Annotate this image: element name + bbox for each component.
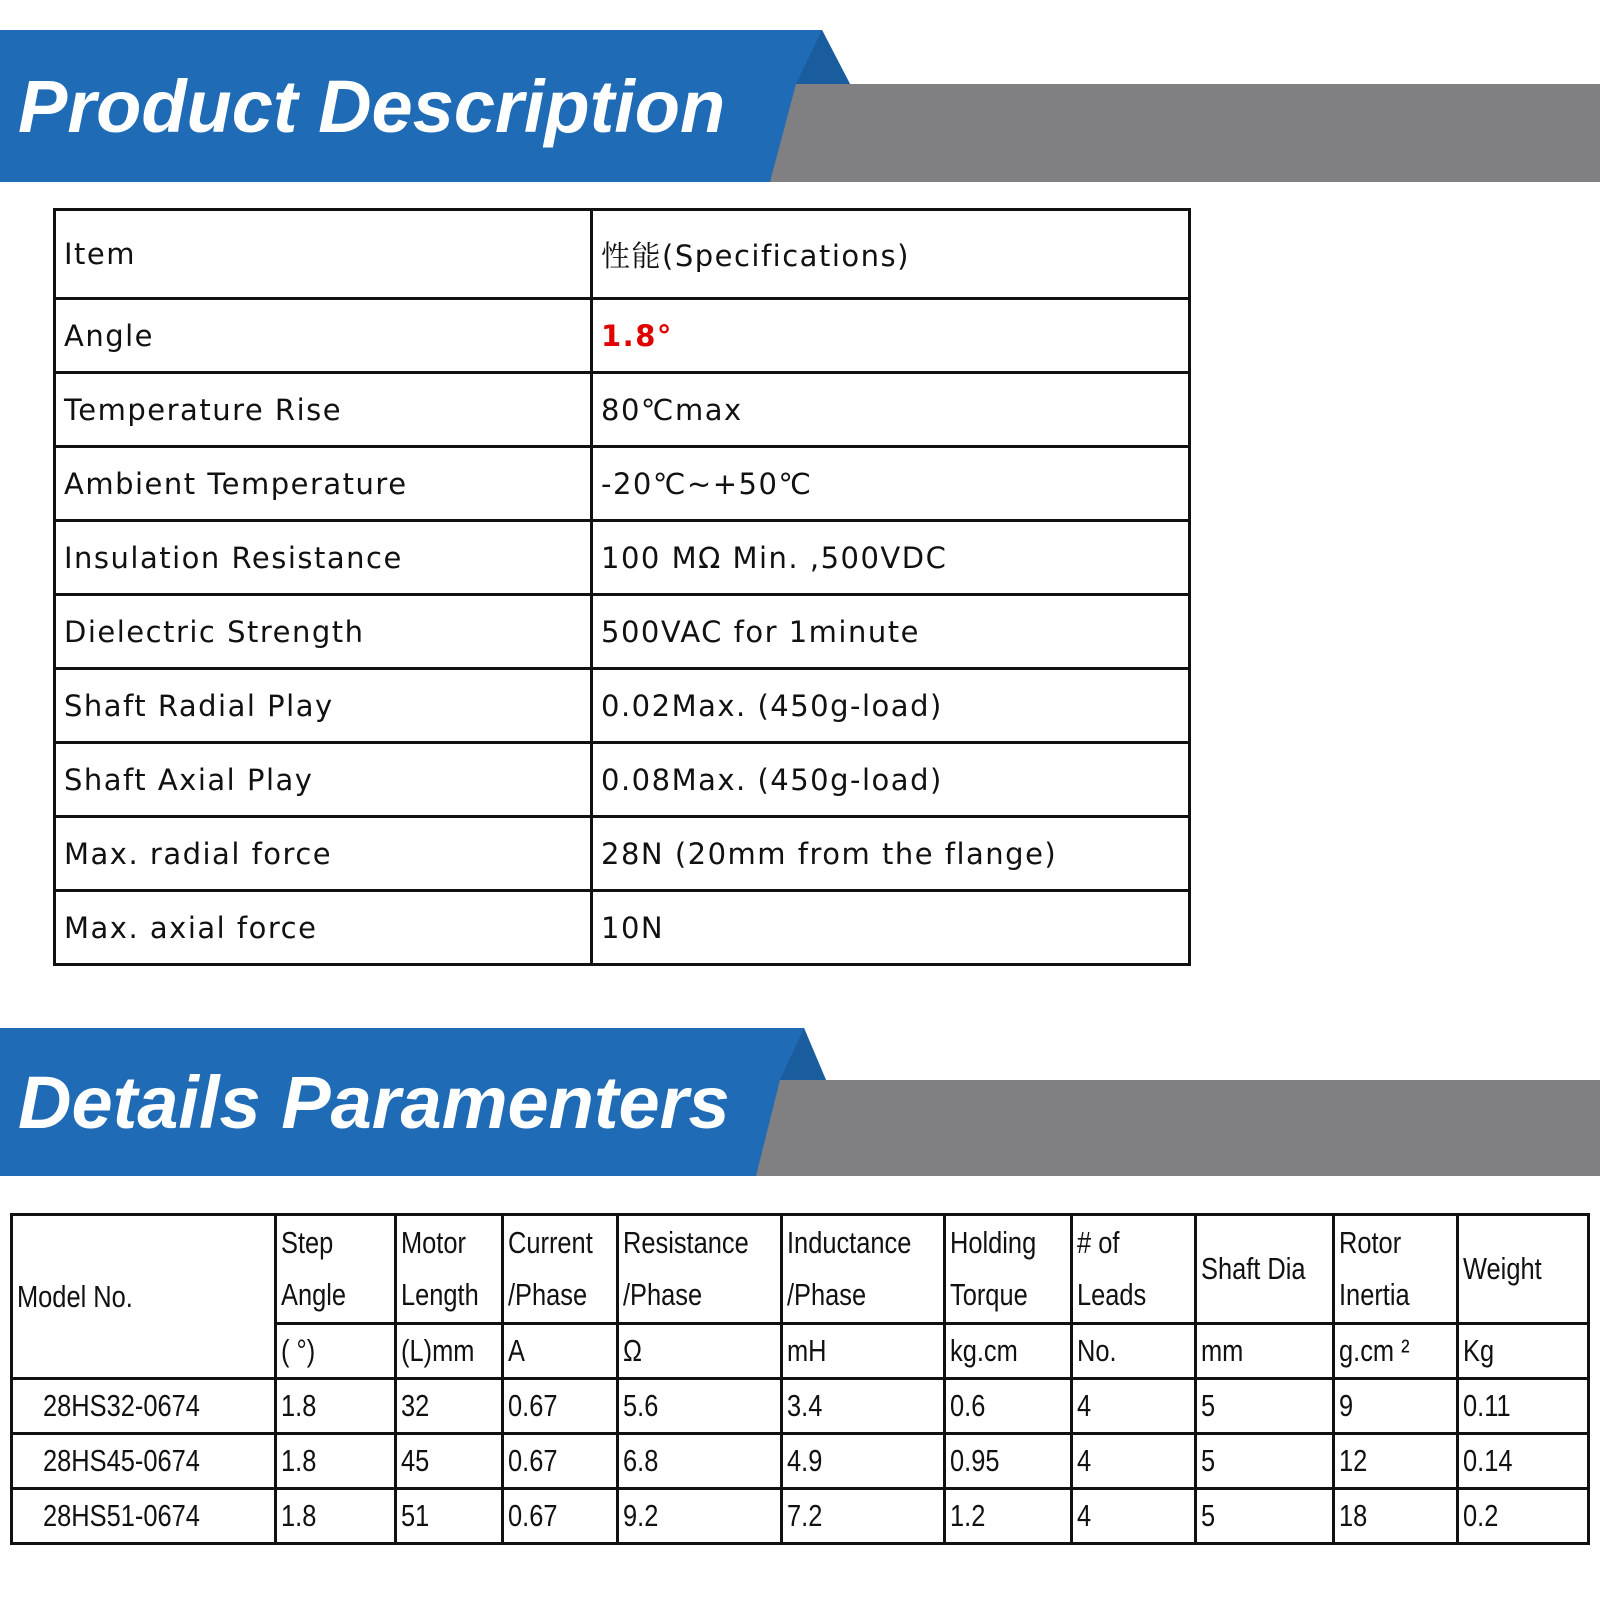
value-cell: 5 — [1195, 1489, 1334, 1544]
table-row — [55, 447, 1190, 521]
column-header: Resistance /Phase — [617, 1215, 781, 1324]
column-header: Holding Torque — [944, 1215, 1071, 1324]
spec-value: 500VAC for 1minute — [592, 595, 1190, 669]
table-row — [55, 373, 1190, 447]
unit-cell: g.cm ² — [1334, 1324, 1458, 1379]
spec-item: Shaft Radial Play — [55, 669, 592, 743]
table-row — [55, 299, 1190, 373]
value-cell: 45 — [396, 1434, 503, 1489]
value-cell: 4 — [1072, 1434, 1196, 1489]
value-cell: 7.2 — [782, 1489, 945, 1544]
column-header: # of Leads — [1072, 1215, 1196, 1324]
spec-item: Max. radial force — [55, 817, 592, 891]
header-specifications: 性能(Specifications) — [592, 210, 1190, 299]
table-header-row — [55, 210, 1190, 299]
spec-item: Angle — [55, 299, 592, 373]
unit-cell: Ω — [617, 1324, 781, 1379]
value-cell: 3.4 — [782, 1379, 945, 1434]
value-cell: 1.2 — [944, 1489, 1071, 1544]
spec-value: 80℃max — [592, 373, 1190, 447]
value-cell: 5.6 — [617, 1379, 781, 1434]
value-cell: 0.67 — [502, 1379, 617, 1434]
spec-item: Dielectric Strength — [55, 595, 592, 669]
unit-cell: (L)mm — [396, 1324, 503, 1379]
value-cell: 4 — [1072, 1379, 1196, 1434]
table-row — [55, 521, 1190, 595]
unit-cell: ( °) — [275, 1324, 395, 1379]
value-cell: 1.8 — [275, 1434, 395, 1489]
value-cell: 0.67 — [502, 1434, 617, 1489]
spec-item: Temperature Rise — [55, 373, 592, 447]
value-cell: 5 — [1195, 1434, 1334, 1489]
value-cell: 1.8 — [275, 1379, 395, 1434]
product-description-banner — [0, 30, 1600, 186]
table-row — [12, 1489, 1589, 1544]
table-row — [55, 743, 1190, 817]
details-parameters-banner — [0, 1028, 1600, 1184]
spec-item: Insulation Resistance — [55, 521, 592, 595]
table-row — [12, 1434, 1589, 1489]
value-cell: 0.95 — [944, 1434, 1071, 1489]
spec-value: -20℃~+50℃ — [592, 447, 1190, 521]
unit-cell: mm — [1195, 1324, 1334, 1379]
table-row — [55, 669, 1190, 743]
value-cell: 0.11 — [1458, 1379, 1589, 1434]
value-cell: 51 — [396, 1489, 503, 1544]
spec-item: Shaft Axial Play — [55, 743, 592, 817]
table-row — [12, 1379, 1589, 1434]
unit-cell: A — [502, 1324, 617, 1379]
spec-value: 1.8° — [592, 299, 1190, 373]
spec-value: 0.02Max. (450g-load) — [592, 669, 1190, 743]
spec-item: Ambient Temperature — [55, 447, 592, 521]
value-cell: 0.2 — [1458, 1489, 1589, 1544]
spec-value: 10N — [592, 891, 1190, 965]
value-cell: 9.2 — [617, 1489, 781, 1544]
column-header: Motor Length — [396, 1215, 503, 1324]
spec-value: 100 MΩ Min. ,500VDC — [592, 521, 1190, 595]
specifications-table — [53, 208, 1191, 966]
unit-cell: mH — [782, 1324, 945, 1379]
value-cell: 1.8 — [275, 1489, 395, 1544]
value-cell: 12 — [1334, 1434, 1458, 1489]
header-item: Item — [55, 210, 592, 299]
value-cell: 9 — [1334, 1379, 1458, 1434]
section-title: Details Paramenters — [18, 1061, 730, 1144]
spec-item: Max. axial force — [55, 891, 592, 965]
column-header: Current /Phase — [502, 1215, 617, 1324]
table-row — [55, 891, 1190, 965]
spec-value: 28N (20mm from the flange) — [592, 817, 1190, 891]
model-cell: 28HS51-0674 — [12, 1489, 276, 1544]
value-cell: 32 — [396, 1379, 503, 1434]
column-header: Weight — [1458, 1215, 1589, 1324]
table-header-row — [12, 1215, 1589, 1324]
value-cell: 0.6 — [944, 1379, 1071, 1434]
value-cell: 18 — [1334, 1489, 1458, 1544]
table-row — [55, 595, 1190, 669]
value-cell: 4.9 — [782, 1434, 945, 1489]
unit-cell: Kg — [1458, 1324, 1589, 1379]
column-header: Step Angle — [275, 1215, 395, 1324]
value-cell: 5 — [1195, 1379, 1334, 1434]
model-cell: 28HS45-0674 — [12, 1434, 276, 1489]
column-header: Inductance /Phase — [782, 1215, 945, 1324]
value-cell: 0.67 — [502, 1489, 617, 1544]
table-row — [55, 817, 1190, 891]
unit-cell: No. — [1072, 1324, 1196, 1379]
unit-cell: kg.cm — [944, 1324, 1071, 1379]
spec-value: 0.08Max. (450g-load) — [592, 743, 1190, 817]
section-title: Product Description — [18, 65, 726, 148]
value-cell: 4 — [1072, 1489, 1196, 1544]
column-header: Rotor Inertia — [1334, 1215, 1458, 1324]
model-cell: 28HS32-0674 — [12, 1379, 276, 1434]
value-cell: 0.14 — [1458, 1434, 1589, 1489]
column-header: Shaft Dia — [1195, 1215, 1334, 1324]
details-parameters-table — [10, 1213, 1590, 1545]
model-header: Model No. — [12, 1215, 276, 1379]
value-cell: 6.8 — [617, 1434, 781, 1489]
